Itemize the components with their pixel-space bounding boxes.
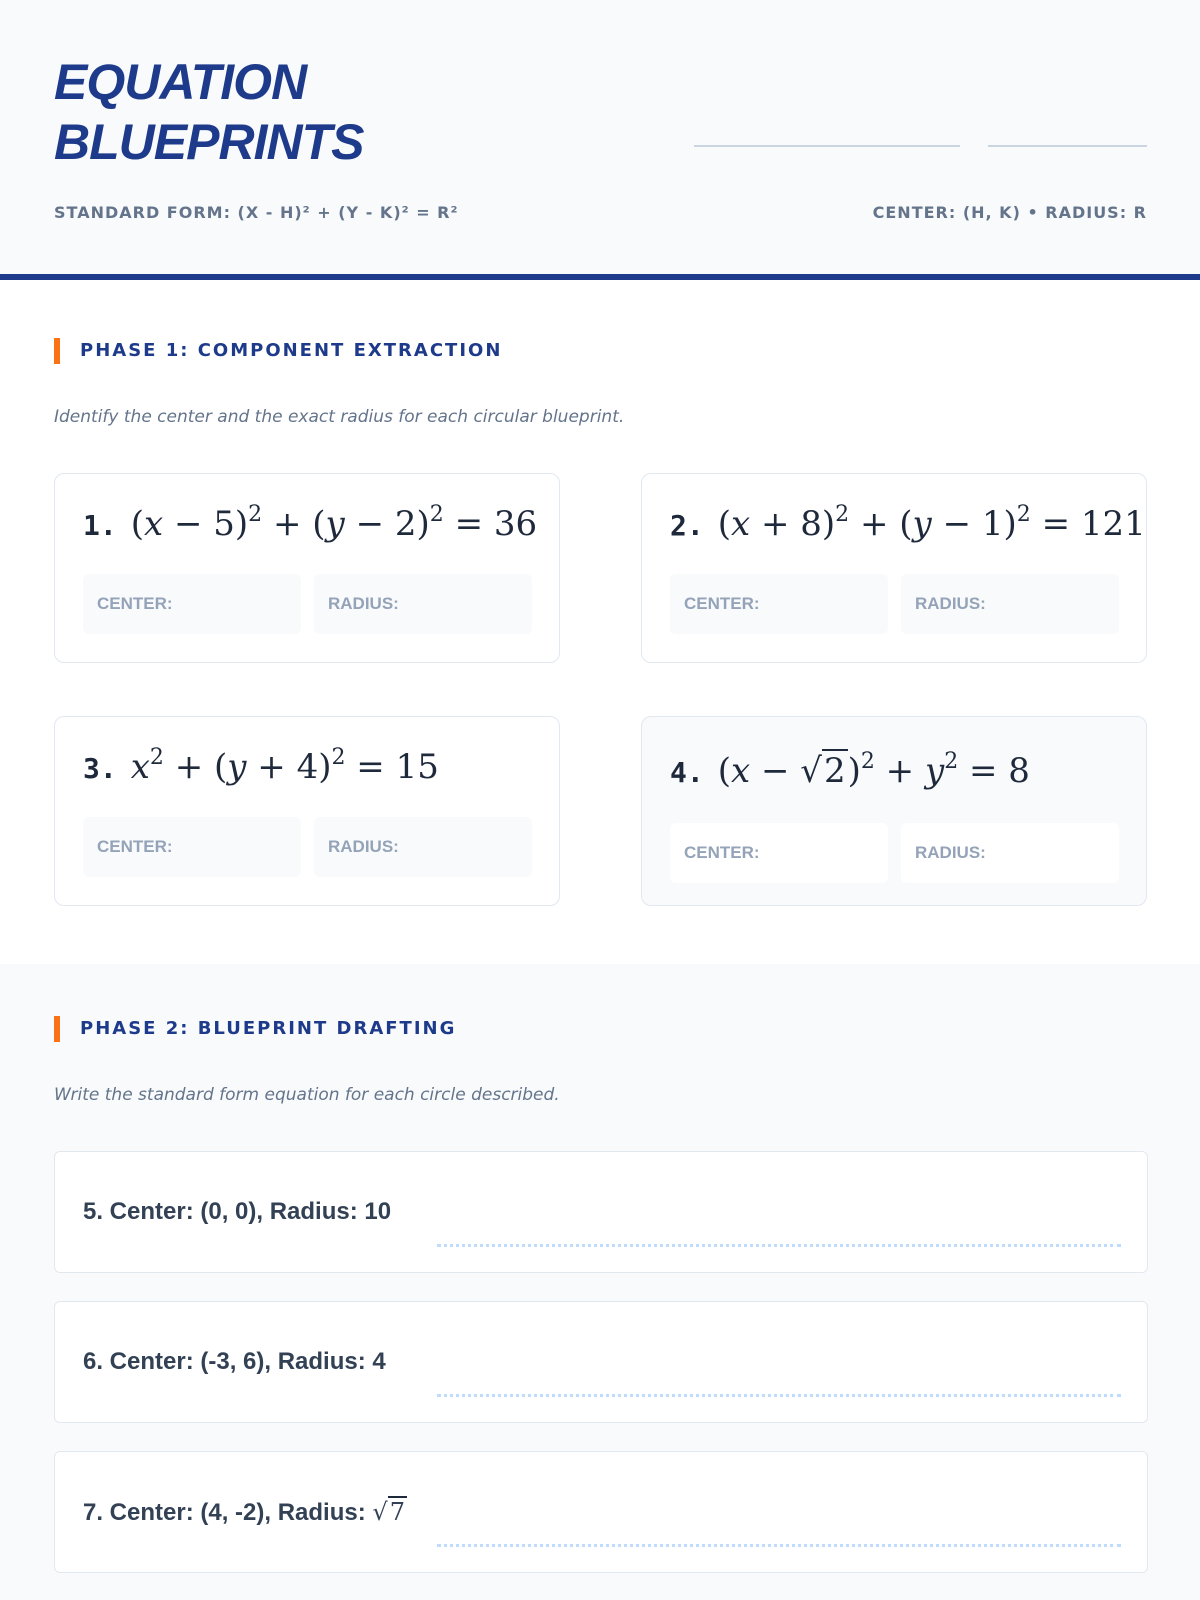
drafting-prompt [83, 1498, 407, 1527]
drafting-prompt: 6. Center: (-3, 6), Radius: 4 [83, 1348, 386, 1375]
worksheet-header [0, 0, 1200, 280]
problem-3-equation [83, 747, 439, 787]
problem-number: 1. [83, 509, 117, 542]
worksheet-title [54, 52, 363, 172]
problem-4-equation [670, 751, 1030, 791]
equation-text: $(x - √2)^2 + y^2 = 8$ [717, 749, 1030, 791]
center-answer-field[interactable]: CENTER: [83, 574, 301, 634]
problem-number: 3. [83, 752, 117, 785]
answer-write-line[interactable] [437, 1244, 1121, 1247]
equation-text: $x^2 + (y + 4)^2 = 15$ [130, 745, 439, 787]
problem-1-equation [83, 504, 537, 544]
center-answer-field[interactable]: CENTER: [670, 823, 888, 883]
problem-number: 4. [670, 756, 704, 789]
answer-write-line[interactable] [437, 1394, 1121, 1397]
problem-card-4 [641, 716, 1147, 906]
equation-text: $(x - 5)^2 + (y - 2)^2 = 36$ [130, 502, 538, 544]
equation-text: $(x + 8)^2 + (y - 1)^2 = 121$ [717, 502, 1146, 544]
phase1-heading: PHASE 1: COMPONENT EXTRACTION [54, 338, 502, 364]
radicand: 7 [389, 1498, 405, 1526]
title-line-1: EQUATION [54, 54, 307, 110]
phase2-instruction: Write the standard form equation for each circle described. [54, 1085, 560, 1105]
problem-2-equation [670, 504, 1146, 544]
problem-card-3 [54, 716, 560, 906]
drafting-item-7 [54, 1451, 1148, 1573]
sqrt-symbol: √2 [800, 751, 846, 791]
date-write-line[interactable] [988, 145, 1147, 147]
center-answer-field[interactable]: CENTER: [83, 817, 301, 877]
problem-number: 2. [670, 509, 704, 542]
radius-answer-field[interactable]: RADIUS: [314, 574, 532, 634]
phase1-instruction: Identify the center and the exact radius for each circular blueprint. [54, 407, 625, 427]
sqrt-symbol: √7 [372, 1498, 405, 1526]
problem-card-2 [641, 473, 1147, 663]
radius-answer-field[interactable]: RADIUS: [901, 823, 1119, 883]
center-radius-note: CENTER: (H, K) • RADIUS: R [872, 203, 1147, 222]
phase2-heading: PHASE 2: BLUEPRINT DRAFTING [54, 1016, 456, 1042]
prompt-text: 7. Center: (4, -2), Radius: [83, 1499, 373, 1526]
radius-answer-field[interactable]: RADIUS: [901, 574, 1119, 634]
problem-card-1 [54, 473, 560, 663]
drafting-item-5 [54, 1151, 1148, 1273]
center-answer-field[interactable]: CENTER: [670, 574, 888, 634]
standard-form-note: STANDARD FORM: (X - H)² + (Y - K)² = R² [54, 203, 459, 222]
answer-write-line[interactable] [437, 1544, 1121, 1547]
title-line-2: BLUEPRINTS [54, 114, 364, 170]
name-write-line[interactable] [694, 145, 960, 147]
drafting-prompt: 5. Center: (0, 0), Radius: 10 [83, 1198, 392, 1225]
radius-answer-field[interactable]: RADIUS: [314, 817, 532, 877]
drafting-item-6 [54, 1301, 1148, 1423]
